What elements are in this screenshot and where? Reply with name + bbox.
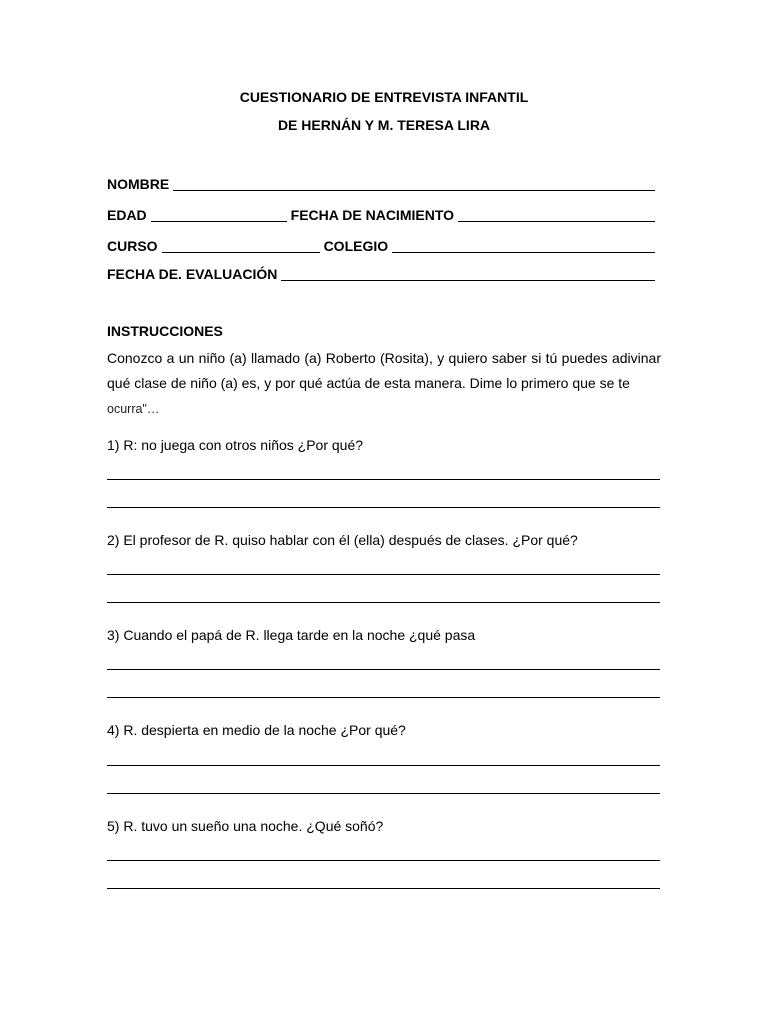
answer-2-line-1[interactable] bbox=[107, 574, 660, 575]
document-title: CUESTIONARIO DE ENTREVISTA INFANTIL bbox=[239, 89, 529, 105]
fecha-nacimiento-field[interactable] bbox=[458, 207, 655, 222]
curso-label: CURSO bbox=[107, 238, 158, 254]
nombre-label: NOMBRE bbox=[107, 176, 170, 192]
answer-3-line-2[interactable] bbox=[107, 697, 660, 698]
instructions-text bbox=[107, 346, 661, 422]
colegio-label: COLEGIO bbox=[323, 238, 389, 254]
edad-label: EDAD bbox=[107, 207, 147, 223]
answer-1-line-1[interactable] bbox=[107, 479, 660, 480]
answer-2-line-2[interactable] bbox=[107, 602, 660, 603]
edad-field[interactable] bbox=[151, 207, 287, 222]
fecha-evaluacion-row bbox=[107, 265, 659, 283]
answer-4-line-2[interactable] bbox=[107, 793, 660, 794]
answer-4-line-1[interactable] bbox=[107, 765, 660, 766]
answer-5-line-2[interactable] bbox=[107, 888, 660, 889]
edad-row bbox=[107, 206, 659, 224]
question-2: 2) El profesor de R. quiso hablar con él (ella) después de clases. ¿Por qué? bbox=[107, 532, 578, 548]
instructions-heading: INSTRUCCIONES bbox=[107, 323, 223, 339]
fecha-evaluacion-label: FECHA DE. EVALUACIÓN bbox=[107, 266, 278, 282]
instructions-ending: ocurra"… bbox=[107, 402, 160, 416]
instructions-body: Conozco a un niño (a) llamado (a) Roberto (Rosita), y quiero saber si tú puedes adivinar qué clase de niño (a) es, y por qué actúa de esta manera. Dime lo primero que se te bbox=[107, 350, 661, 391]
nombre-field[interactable] bbox=[173, 176, 655, 191]
curso-row bbox=[107, 237, 659, 255]
nombre-row bbox=[107, 175, 659, 193]
curso-field[interactable] bbox=[162, 238, 320, 253]
fecha-evaluacion-field[interactable] bbox=[281, 266, 655, 281]
answer-3-line-1[interactable] bbox=[107, 669, 660, 670]
document-subtitle: DE HERNÁN Y M. TERESA LIRA bbox=[277, 117, 491, 133]
question-4: 4) R. despierta en medio de la noche ¿Por qué? bbox=[107, 722, 406, 738]
question-5: 5) R. tuvo un sueño una noche. ¿Qué soñó? bbox=[107, 818, 384, 834]
question-1: 1) R: no juega con otros niños ¿Por qué? bbox=[107, 437, 364, 453]
fecha-nacimiento-label: FECHA DE NACIMIENTO bbox=[290, 207, 455, 223]
colegio-field[interactable] bbox=[392, 238, 655, 253]
question-3: 3) Cuando el papá de R. llega tarde en la noche ¿qué pasa bbox=[107, 627, 476, 643]
answer-1-line-2[interactable] bbox=[107, 507, 660, 508]
answer-5-line-1[interactable] bbox=[107, 860, 660, 861]
